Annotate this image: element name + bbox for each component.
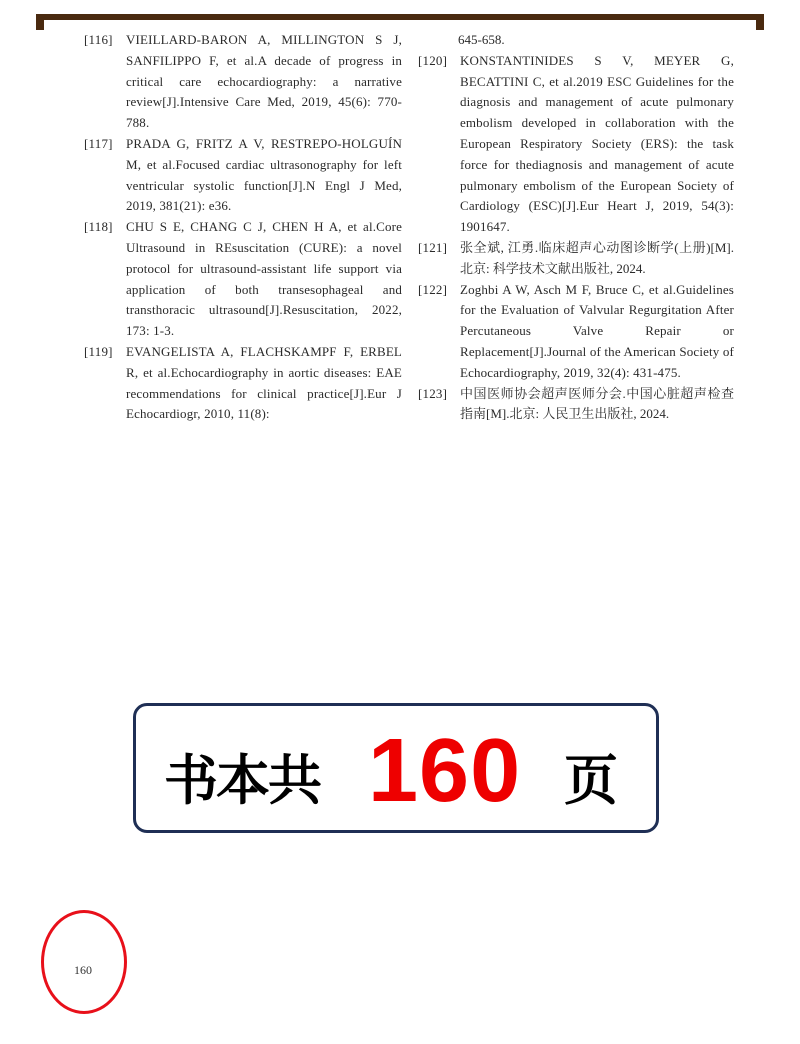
banner-page-count: 160 [368, 721, 522, 821]
reference-number: [119] [84, 343, 113, 359]
reference-continuation: 645-658. [458, 32, 505, 47]
reference-item [84, 342, 402, 425]
reference-item [418, 238, 734, 280]
reference-text: EVANGELISTA A, FLACHSKAMPF F, ERBEL R, et al.Echocardiography in aortic diseases: EAE recommendations for clinical practice[J].Eur J Echocardiogr, 2010, 11(8): [126, 343, 402, 422]
reference-text: CHU S E, CHANG C J, CHEN H A, et al.Core Ultrasound in REsuscitation (CURE): a novel protocol for ultrasound-assistant life support via application of both transesophageal and transthoracic ultrasound[J].Resuscitation, 2022, 173: 1-3. [126, 219, 402, 339]
reference-item [84, 134, 402, 217]
banner-prefix: 书本共 [164, 749, 320, 812]
reference-number: [122] [418, 281, 448, 297]
reference-text: PRADA G, FRITZ A V, RESTREPO-HOLGUÍN M, et al.Focused cardiac ultrasonography for left ventricular systolic function[J].N Engl J Med, 2019, 381(21): e36. [126, 135, 402, 214]
reference-text: 张全斌, 江勇.临床超声心动图诊断学(上册)[M].北京: 科学技术文献出版社, 2024. [460, 239, 734, 276]
reference-number: [123] [418, 385, 448, 401]
page-number-highlight-circle [41, 910, 127, 1014]
page-count-banner [133, 703, 659, 833]
reference-number: [116] [84, 32, 113, 47]
reference-item [84, 30, 402, 134]
reference-item [418, 384, 734, 426]
reference-text: Zoghbi A W, Asch M F, Bruce C, et al.Guidelines for the Evaluation of Valvular Regurgitation After Percutaneous Valve Repair or Replacement[J].Journal of the American Society of Echocardiography, 2019, 32(4): 431-475. [460, 281, 734, 380]
reference-text: KONSTANTINIDES S V, MEYER G, BECATTINI C, et al.2019 ESC Guidelines for the diagnosis and management of acute pulmonary embolism developed in collaboration with the European Respiratory Society (ERS): the task force for thediagnosis and management of acute pulmonary embolism of the European Society of Cardiology (ESC)[J].Eur Heart J, 2019, 54(3): 1901647. [460, 52, 734, 235]
reference-text: 中国医师协会超声医师分会.中国心脏超声检查指南[M].北京: 人民卫生出版社, 2024. [460, 385, 734, 422]
top-rule [36, 14, 764, 20]
reference-number: [120] [418, 52, 448, 68]
references-right-column [418, 30, 734, 425]
reference-number: [121] [418, 239, 448, 255]
reference-number: [118] [84, 219, 113, 235]
reference-item [84, 217, 402, 342]
page-number: 160 [74, 963, 92, 977]
references-left-column [84, 30, 402, 425]
reference-text: VIEILLARD-BARON A, MILLINGTON S J, SANFILIPPO F, et al.A decade of progress in critical care echocardiography: a narrative review[J].Intensive Care Med, 2019, 45(6): 770-788. [126, 32, 402, 131]
banner-suffix: 页 [564, 749, 618, 812]
reference-item [418, 280, 734, 384]
reference-number: [117] [84, 135, 113, 151]
reference-item [418, 51, 734, 238]
